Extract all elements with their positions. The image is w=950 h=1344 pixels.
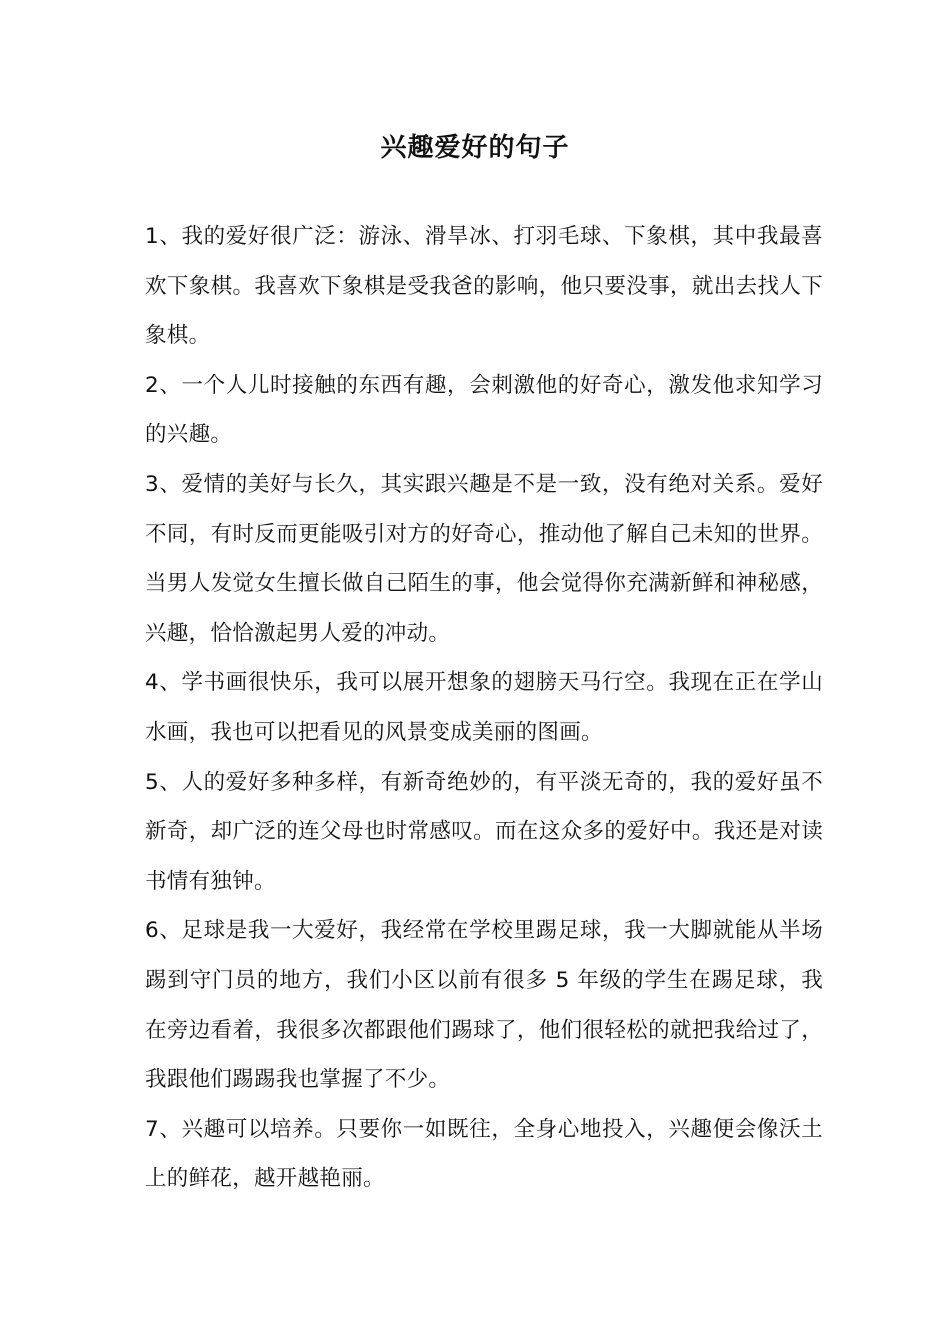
document-body	[145, 212, 823, 1204]
paragraph-4: 4、学书画很快乐，我可以展开想象的翅膀天马行空。我现在正在学山水画，我也可以把看见的风景变成美丽的图画。	[145, 670, 823, 745]
document-title: 兴趣爱好的句子	[380, 133, 570, 163]
paragraph-7: 7、兴趣可以培养。只要你一如既往，全身心地投入，兴趣便会像沃土上的鲜花，越开越艳丽。	[145, 1116, 823, 1192]
paragraph-1: 1、我的爱好很广泛：游泳、滑旱冰、打羽毛球、下象棋，其中我最喜欢下象棋。我喜欢下象棋是受我爸的影响，他只要没事，就出去找人下象棋。	[145, 224, 823, 349]
paragraph-3: 3、爱情的美好与长久，其实跟兴趣是不是一致，没有绝对关系。爱好不同，有时反而更能吸引对方的好奇心，推动他了解自己未知的世界。当男人发觉女生擅长做自己陌生的事，他会觉得你充满新鲜和神秘感，兴趣，恰恰激起男人爱的冲动。	[145, 471, 823, 646]
paragraph-2: 2、一个人儿时接触的东西有趣，会刺激他的好奇心，激发他求知学习的兴趣。	[145, 372, 823, 448]
paragraph-5: 5、人的爱好多种多样，有新奇绝妙的，有平淡无奇的，我的爱好虽不新奇，却广泛的连父母也时常感叹。而在这众多的爱好中。我还是对读书情有独钟。	[145, 769, 823, 894]
paragraph-6: 6、足球是我一大爱好，我经常在学校里踢足球，我一大脚就能从半场踢到守门员的地方，我们小区以前有很多 5 年级的学生在踢足球，我在旁边看着，我很多次都跟他们踢球了，他们很轻松的就把我给过了，我跟他们踢踢我也掌握了不少。	[145, 918, 823, 1093]
